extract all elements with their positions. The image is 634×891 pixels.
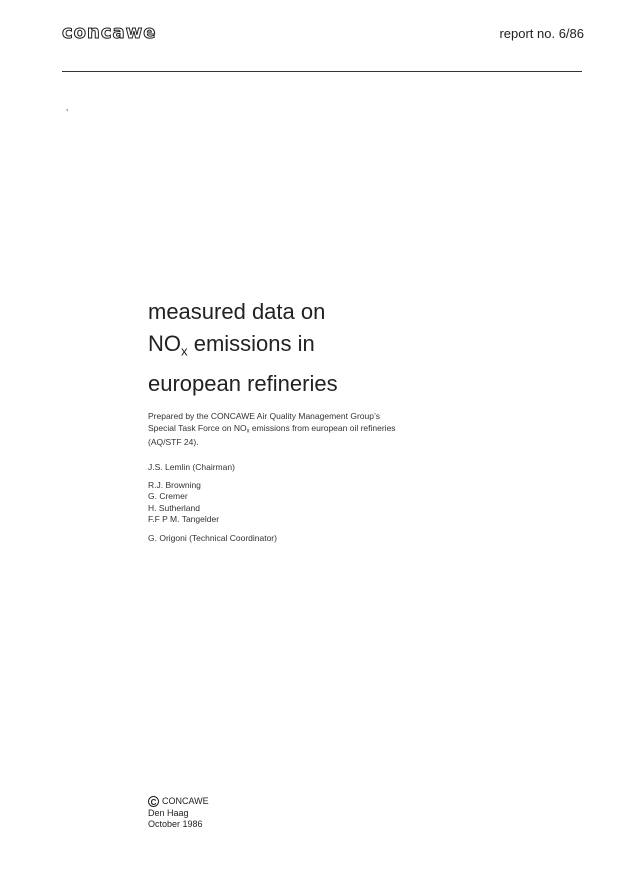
prepared-line-1: Prepared by the CONCAWE Air Quality Management Group’s: [148, 411, 380, 421]
title-line-2-rest: emissions in: [187, 331, 315, 356]
member-item: R.J. Browning: [148, 479, 201, 490]
copyright-line: [148, 796, 209, 808]
member-item: H. Sutherland: [148, 502, 200, 513]
concawe-logo: concawe: [62, 22, 157, 43]
prepared-subscript: x: [246, 427, 250, 434]
report-number: report no. 6/86: [499, 26, 584, 41]
prepared-by-statement: [148, 411, 478, 449]
prepared-line-3: (AQ/STF 24).: [148, 437, 199, 448]
publication-date: October 1986: [148, 819, 203, 829]
publication-city: Den Haag: [148, 807, 189, 818]
technical-coordinator: G. Origoni (Technical Coordinator): [148, 532, 277, 543]
title-line-3: european refineries: [148, 370, 338, 396]
copyright-icon: C: [148, 796, 159, 807]
stray-mark: ’: [66, 108, 69, 119]
title-nox-subscript: x: [181, 343, 188, 359]
copyright-holder: CONCAWE: [162, 796, 209, 806]
prepared-line-2-pre: Special Task Force on NO: [148, 422, 247, 433]
title-line-2: [148, 328, 338, 368]
header-divider: [62, 71, 582, 72]
publication-footer: [148, 796, 209, 831]
document-title: [148, 296, 338, 400]
member-item: F.F P M. Tangelder: [148, 514, 220, 524]
title-nox: NO: [148, 331, 181, 356]
chairman: J.S. Lemlin (Chairman): [148, 462, 235, 472]
member-list: [148, 480, 277, 526]
title-line-1: measured data on: [148, 299, 326, 324]
prepared-line-2: [148, 423, 478, 438]
prepared-line-2-post: emissions from european oil refineries: [249, 422, 396, 433]
task-force-members: [148, 462, 277, 544]
member-item: G. Cremer: [148, 491, 188, 501]
